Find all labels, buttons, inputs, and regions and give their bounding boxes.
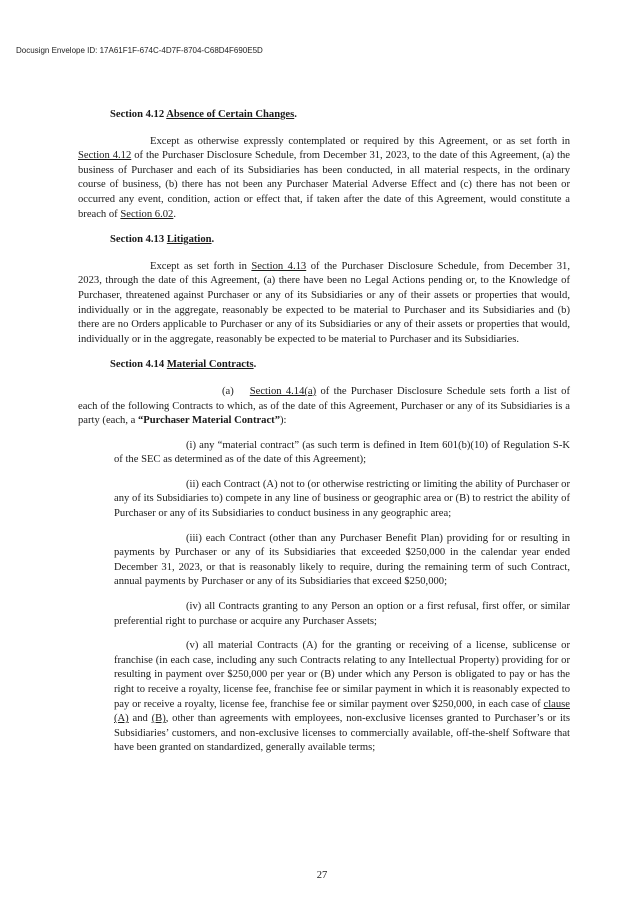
cross-reference: Section 4.13 <box>251 260 307 272</box>
cross-reference: clause (A) <box>114 698 570 725</box>
section-number: Section 4.12 <box>110 109 165 120</box>
list-item-v: (v) all material Contracts (A) for the granting or receiving of a license, sublicense or franchise (in each case, including any such Contracts relating to any Intellectual Property) providing for or resulting in payment over $250,000 per year or (B) under which any Person is obligated to pay or has the right to receive a royalty, license fee, franchise fee or similar payment in which it is reasonably expected to pay or receive a royalty, license fee, franchise fee or similar payment over $250,000, in each case of clause (A) and (B), other than agreements with employees, non-exclusive licenses granted to Purchaser’s or its Subsidiaries’ customers, and non-exclusive licenses to commercially available, off-the-shelf Software that have been granted on standardized, generally available terms; <box>114 640 570 754</box>
section-4-13-paragraph: Except as set forth in Section 4.13 of the Purchaser Disclosure Schedule, from December 31, 2023, through the date of this Agreement, (a) there have been no Legal Actions pending or, to the Knowledge of Purchaser, threatened against Purchaser or any of its Subsidiaries or any of their assets or properties that would, individually or in the aggregate, reasonably be expected to be material to Purchaser and its Subsidiaries and (b) there are no Orders applicable to Purchaser or any of its Subsidiaries or any of their assets or properties that would, individually or in the aggregate, reasonably be expected to be material to Purchaser and its Subsidiaries. <box>78 260 570 345</box>
document-body <box>78 108 570 766</box>
cross-reference: Section 6.02 <box>120 208 174 220</box>
section-number: Section 4.14 <box>110 359 165 371</box>
docusign-envelope-id: Docusign Envelope ID: 17A61F1F-674C-4D7F-8704-C68D4F690E5D <box>16 46 263 55</box>
list-item-ii: (ii) each Contract (A) not to (or otherwise restricting or limiting the ability of Purchaser or any of its Subsidiaries to) compete in any line of business or geographic area or (B) to restrict the ability of Purchaser or any of its Subsidiaries to conduct business in any geographic area; <box>114 478 570 520</box>
section-4-14-a-paragraph: (a) Section 4.14(a) of the Purchaser Disclosure Schedule sets forth a list of each of the following Contracts to which, as of the date of this Agreement, Purchaser or any of its Subsidiaries is a party (each, a “Purchaser Material Contract”): <box>78 385 570 427</box>
section-4-14-heading: Section 4.14 Material Contracts. <box>110 359 257 371</box>
section-4-13-heading: Section 4.13 Litigation. <box>110 234 215 246</box>
section-title: Absence of Certain Changes <box>166 109 295 120</box>
list-item-i: (i) any “material contract” (as such term is defined in Item 601(b)(10) of Regulation S-K of the SEC as determined as of the date of this Agreement); <box>114 439 570 466</box>
cross-reference: Section 4.14(a) <box>249 385 317 397</box>
cross-reference: Section 4.12 <box>78 150 132 162</box>
section-4-12-paragraph: Except as otherwise expressly contemplated or required by this Agreement, or as set forth in Section 4.12 of the Purchaser Disclosure Schedule, from December 31, 2023, to the date of this Agreement, (a) the business of Purchaser and each of its Subsidiaries has been conducted, in all material respects, in the ordinary course of business, (b) there has not been any Purchaser Material Adverse Effect and (c) there has not been or occurred any event, condition, action or effect that, if taken after the date of this Agreement, would constitute a breach of Section 6.02. <box>78 135 570 220</box>
page-number: 27 <box>316 870 328 881</box>
section-number: Section 4.13 <box>110 234 165 246</box>
section-4-12-heading: Section 4.12 Absence of Certain Changes. <box>110 109 297 120</box>
list-item-iii: (iii) each Contract (other than any Purchaser Benefit Plan) providing for or resulting in payments by Purchaser or any of its Subsidiaries that exceeded $250,000 in the calendar year ended December 31, 2023, or that is reasonably likely to require, during the remaining term of such Contract, annual payments by Purchaser or any of its Subsidiaries that exceed $250,000; <box>114 532 570 588</box>
cross-reference: (B) <box>151 713 166 725</box>
clause-label: (a) <box>222 385 234 397</box>
list-item-iv: (iv) all Contracts granting to any Person an option or a first refusal, first offer, or similar preferential right to purchase or acquire any Purchaser Assets; <box>114 601 570 627</box>
defined-term: “Purchaser Material Contract” <box>138 415 280 427</box>
section-title: Material Contracts <box>166 359 254 371</box>
section-title: Litigation <box>166 234 212 246</box>
